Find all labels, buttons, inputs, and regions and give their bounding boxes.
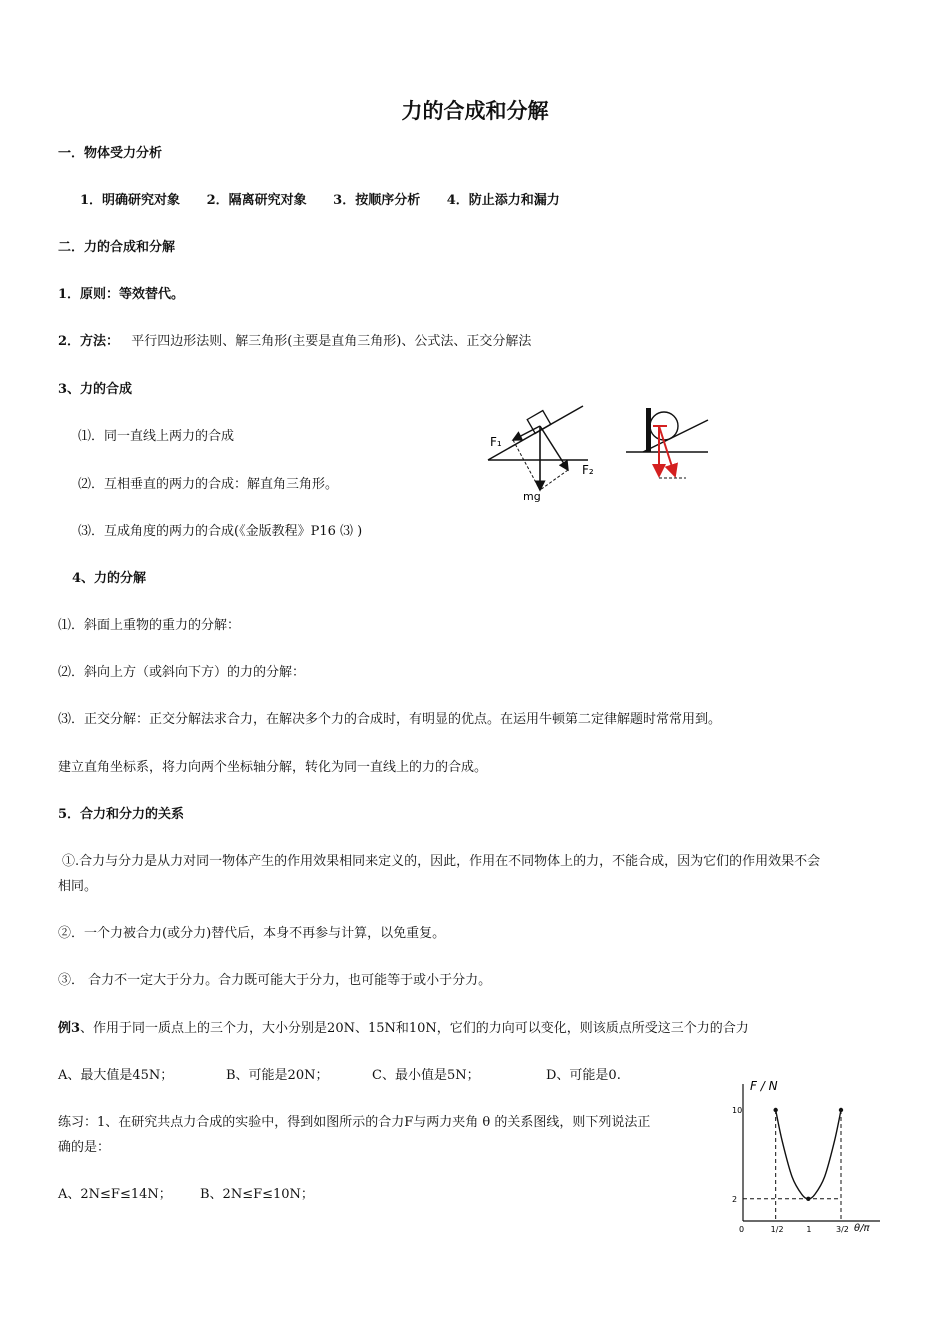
example-3-options xyxy=(58,1067,621,1085)
chart-point xyxy=(806,1197,810,1201)
chart-point xyxy=(839,1108,843,1112)
compose-item-1: ⑴．同一直线上两力的合成 xyxy=(78,429,235,444)
relation-item-1-cont: 相同。 xyxy=(58,879,98,894)
option-a: A、最大值是45N； xyxy=(58,1068,174,1083)
relation-item-2: ②．一个力被合力(或分力)替代后，本身不再参与计算，以免重复。 xyxy=(58,926,446,941)
practice-line-1: 练习：1、在研究共点力合成的实验中，得到如图所示的合力F与两力夹角 θ 的关系图线，则下列说法正 xyxy=(58,1115,651,1130)
relation-heading: 5．合力和分力的关系 xyxy=(58,807,185,822)
y-tick-label: 10 xyxy=(732,1106,743,1115)
section-2-heading: 二．力的合成和分解 xyxy=(58,240,176,255)
method-text: 平行四边形法则、解三角形(主要是直角三角形)、公式法、正交分解法 xyxy=(131,334,532,349)
option-d: D、可能是0. xyxy=(546,1068,621,1083)
f2-label: F₂ xyxy=(582,463,594,477)
relation-item-3: ③． 合力不一定大于分力。合力既可能大于分力，也可能等于或小于分力。 xyxy=(58,973,492,988)
force-decomposition-figure xyxy=(468,400,718,510)
step-3: 3．按顺序分析 xyxy=(333,193,421,208)
compose-heading: 3、力的合成 xyxy=(58,382,133,397)
y-axis-label: F / N xyxy=(750,1079,778,1093)
step-4: 4．防止添力和漏力 xyxy=(446,193,560,208)
example-3 xyxy=(58,1020,749,1038)
option-c: C、最小值是5N； xyxy=(372,1068,480,1083)
step-2: 2．隔离研究对象 xyxy=(206,193,307,208)
decompose-item-2: ⑵．斜向上方（或斜向下方）的力的分解： xyxy=(58,665,306,680)
chart-guides xyxy=(743,1110,841,1221)
sphere-diagram xyxy=(626,408,708,478)
f1-label: F₁ xyxy=(490,435,502,449)
x-axis-label: θ/π xyxy=(854,1223,870,1234)
practice-line-2: 确的是： xyxy=(58,1140,111,1155)
y-tick-label: 2 xyxy=(732,1194,738,1204)
axis-note: 建立直角坐标系，将力向两个坐标轴分解，转化为同一直线上的力的合成。 xyxy=(58,760,488,775)
example-3-label: 例3 xyxy=(58,1021,81,1036)
x-tick-label: 0 xyxy=(739,1225,745,1234)
method xyxy=(58,333,531,351)
chart-point xyxy=(773,1108,777,1112)
compose-item-3: ⑶．互成角度的两力的合成(《金版教程》P16 ⑶ ) xyxy=(78,524,363,539)
practice-options xyxy=(58,1186,314,1204)
compose-item-2: ⑵．互相垂直的两力的合成：解直角三角形。 xyxy=(78,477,339,492)
f-theta-chart xyxy=(730,1076,890,1236)
page-title: 力的合成和分解 xyxy=(401,99,549,123)
example-3-text: 、作用于同一质点上的三个力，大小分别是20N、15N和10N，它们的力向可以变化，则该质点所受这三个力的合力 xyxy=(80,1021,749,1036)
x-tick-label: 1/2 xyxy=(770,1225,784,1234)
x-tick-label: 1 xyxy=(806,1225,812,1234)
incline-diagram xyxy=(488,406,594,503)
chart-points xyxy=(773,1108,843,1201)
x-tick-label: 3/2 xyxy=(836,1225,849,1234)
decompose-heading: 4、力的分解 xyxy=(72,571,147,586)
decompose-item-1: ⑴．斜面上重物的重力的分解： xyxy=(58,618,241,633)
principle: 1．原则：等效替代。 xyxy=(58,287,185,302)
method-label: 2．方法： xyxy=(58,334,120,349)
mg-label: mg xyxy=(523,490,541,503)
option-b: B、可能是20N； xyxy=(226,1068,329,1083)
step-1: 1．明确研究对象 xyxy=(80,193,181,208)
chart-series-line xyxy=(776,1110,841,1199)
decompose-item-3: ⑶．正交分解：正交分解法求合力，在解决多个力的合成时，有明显的优点。在运用牛顿第二定律解题时常常用到。 xyxy=(58,712,722,727)
analysis-steps xyxy=(80,192,560,210)
section-1-heading: 一．物体受力分析 xyxy=(58,146,163,161)
practice-option-a: A、2N≤F≤14N； xyxy=(58,1187,172,1202)
practice-option-b: B、2N≤F≤10N； xyxy=(200,1187,314,1202)
relation-item-1: ①.合力与分力是从力对同一物体产生的作用效果相同来定义的，因此，作用在不同物体上的力，不能合成，因为它们的作用效果不会 xyxy=(62,854,821,869)
